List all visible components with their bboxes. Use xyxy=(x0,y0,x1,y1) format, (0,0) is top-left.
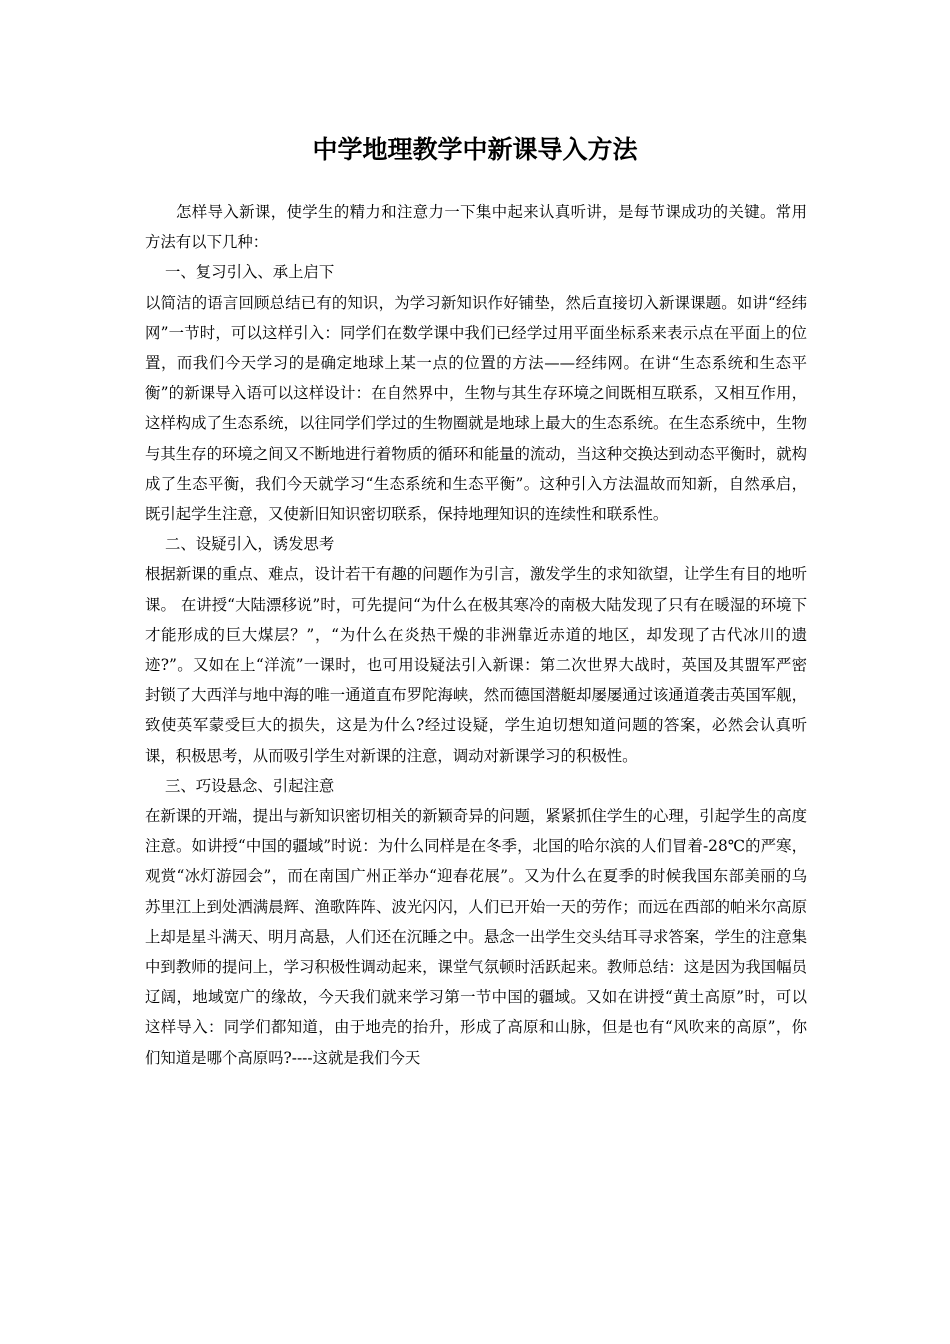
section-heading-suspense: 三、巧设悬念、引起注意 xyxy=(165,776,335,795)
section-text-question: 根据新课的重点、难点，设计若干有趣的问题作为引言，激发学生的求知欲望，让学生有目的地听课。 在讲授“大陆漂移说”时，可先提问“为什么在极其寒冷的南极大陆发现了只有在暖湿的环境下才能形成的巨大煤层？”，“为什么在炎热干燥的非洲靠近赤道的地区，却发现了古代冰川的遗迹?”。又如在上“洋流”一课时，也可用设疑法引入新课：第二次世界大战时，英国及其盟军严密封锁了大西洋与地中海的唯一通道直布罗陀海峡，然而德国潜艇却屡屡通过该通道袭击英国军舰，致使英军蒙受巨大的损失，这是为什么?经过设疑，学生迫切想知道问题的答案，必然会认真听课，积极思考，从而吸引学生对新课的注意，调动对新课学习的积极性。 xyxy=(145,565,807,765)
document-body xyxy=(145,197,807,1073)
section-heading-question: 二、设疑引入，诱发思考 xyxy=(165,535,335,554)
section-text-review: 以简洁的语言回顾总结已有的知识，为学习新知识作好铺垫，然后直接切入新课课题。如讲“经纬网”一节时，可以这样引入：同学们在数学课中我们已经学过用平面坐标系来表示点在平面上的位置，而我们今天学习的是确定地球上某一点的位置的方法——经纬网。在讲“生态系统和生态平衡”的新课导入语可以这样设计：在自然界中，生物与其生存环境之间既相互联系，又相互作用，这样构成了生态系统，以往同学们学过的生物圈就是地球上最大的生态系统。在生态系统中，生物与其生存的环境之间又不断地进行着物质的循环和能量的流动，当这种交换达到动态平衡时，就构成了生态平衡，我们今天就学习“生态系统和生态平衡”。这种引入方法温故而知新，自然承启，既引起学生注意，又使新旧知识密切联系，保持地理知识的连续性和联系性。 xyxy=(145,293,807,524)
section-heading-review: 一、复习引入、承上启下 xyxy=(165,263,335,282)
section-text-suspense: 在新课的开端，提出与新知识密切相关的新颖奇异的问题，紧紧抓住学生的心理，引起学生的高度注意。如讲授“中国的疆域”时说：为什么同样是在冬季，北国的哈尔滨的人们冒着-28℃的严寒，观赏“冰灯游园会”，而在南国广州正举办“迎春花展”。又为什么在夏季的时候我国东部美丽的乌苏里江上到处洒满晨辉、渔歌阵阵、波光闪闪，人们已开始一天的劳作；而远在西部的帕米尔高原上却是星斗满天、明月高悬，人们还在沉睡之中。悬念一出学生交头结耳寻求答案，学生的注意集中到教师的提问上，学习积极性调动起来，课堂气氛顿时活跃起来。教师总结：这是因为我国幅员辽阔，地域宽广的缘故，今天我们就来学习第一节中国的疆域。又如在讲授“黄土高原”时，可以这样导入：同学们都知道，由于地壳的抬升，形成了高原和山脉，但是也有“风吹来的高原”，你们知道是哪个高原吗?----这就是我们今天 xyxy=(145,807,807,1067)
document-title: 中学地理教学中新课导入方法 xyxy=(312,135,638,164)
intro-paragraph: 怎样导入新课，使学生的精力和注意力一下集中起来认真听讲，是每节课成功的关键。常用方法有以下几种： xyxy=(145,203,807,252)
